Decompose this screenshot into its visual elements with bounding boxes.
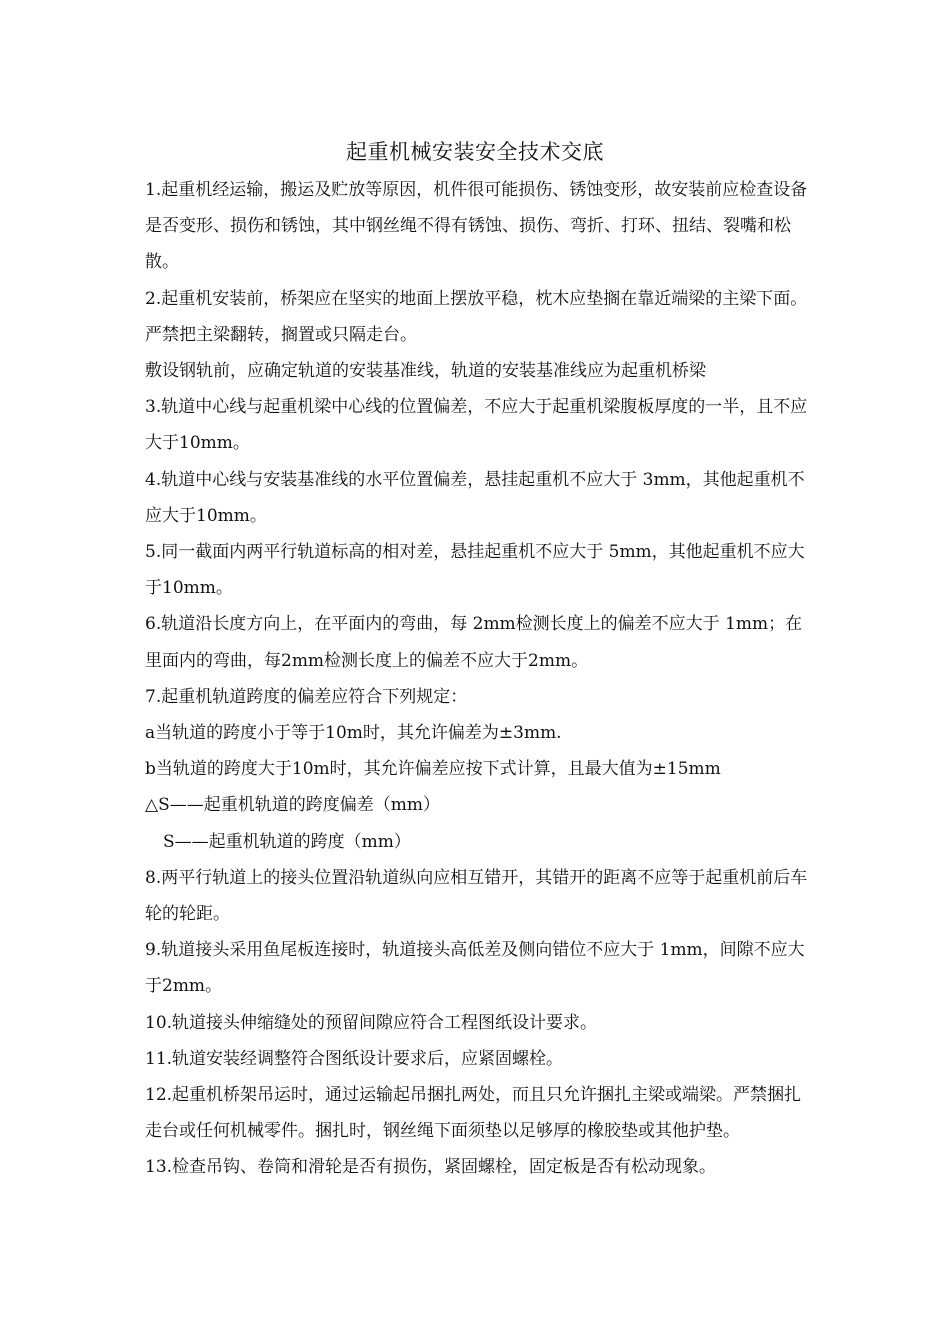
paragraph-7a: a当轨道的跨度小于等于10m时，其允许偏差为±3mm.	[145, 723, 562, 744]
paragraph-13: 13.检查吊钩、卷筒和滑轮是否有损伤，紧固螺栓，固定板是否有松动现象。	[145, 1157, 717, 1178]
document-body	[145, 172, 810, 1186]
definition-s: S——起重机轨道的跨度（mm）	[163, 831, 411, 852]
paragraph-2: 2.起重机安装前，桥架应在坚实的地面上摆放平稳，枕木应垫搁在靠近端梁的主梁下面。严禁把主梁翻转，搁置或只隔走台。	[145, 288, 808, 345]
paragraph-5: 5.同一截面内两平行轨道标高的相对差，悬挂起重机不应大于 5mm，其他起重机不应大于10mm。	[145, 542, 805, 599]
paragraph-8: 8.两平行轨道上的接头位置沿轨道纵向应相互错开，其错开的距离不应等于起重机前后车轮的轮距。	[145, 867, 808, 925]
paragraph-rail-baseline: 敷设钢轨前，应确定轨道的安装基准线，轨道的安装基准线应为起重机桥梁	[145, 361, 706, 382]
paragraph-4: 4.轨道中心线与安装基准线的水平位置偏差，悬挂起重机不应大于 3mm，其他起重机不应大于10mm。	[145, 469, 805, 526]
paragraph-1: 1.起重机经运输，搬运及贮放等原因，机件很可能损伤、锈蚀变形，故安装前应检查设备是否变形、损伤和锈蚀，其中钢丝绳不得有锈蚀、损伤、弯折、打环、扭结、裂嘴和松散。	[145, 180, 808, 273]
definition-delta-s: △S——起重机轨道的跨度偏差（mm）	[145, 795, 440, 816]
paragraph-6: 6.轨道沿长度方向上，在平面内的弯曲，每 2mm检测长度上的偏差不应大于 1mm；在里面内的弯曲，每2mm检测长度上的偏差不应大于2mm。	[145, 614, 803, 671]
document-title: 起重机械安装安全技术交底	[346, 140, 604, 164]
paragraph-11: 11.轨道安装经调整符合图纸设计要求后，应紧固螺栓。	[145, 1048, 564, 1069]
paragraph-9: 9.轨道接头采用鱼尾板连接时，轨道接头高低差及侧向错位不应大于 1mm，间隙不应大于2mm。	[145, 940, 805, 997]
paragraph-7: 7.起重机轨道跨度的偏差应符合下列规定：	[145, 686, 468, 707]
paragraph-10: 10.轨道接头伸缩缝处的预留间隙应符合工程图纸设计要求。	[145, 1012, 598, 1033]
paragraph-3: 3.轨道中心线与起重机梁中心线的位置偏差，不应大于起重机梁腹板厚度的一半，且不应大于10mm。	[145, 397, 808, 454]
paragraph-12: 12.起重机桥架吊运时，通过运输起吊捆扎两处，而且只允许捆扎主梁或端梁。严禁捆扎走台或任何机械零件。捆扎时，钢丝绳下面须垫以足够厚的橡胶垫或其他护垫。	[145, 1085, 802, 1142]
paragraph-7b: b当轨道的跨度大于10m时，其允许偏差应按下式计算，且最大值为±15mm	[145, 759, 721, 780]
